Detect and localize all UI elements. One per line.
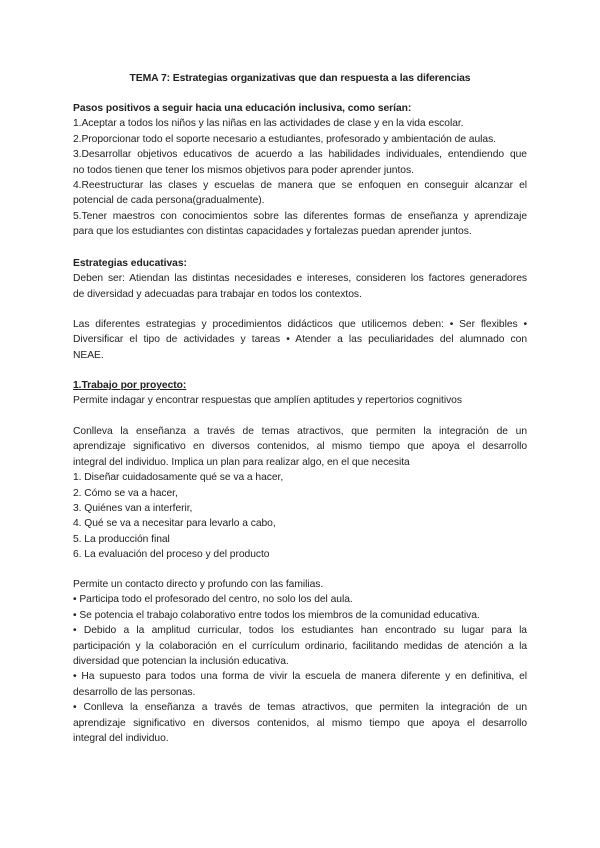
paragraph-line: integral del individuo.: [73, 733, 169, 745]
paragraph-line: 2.Proporcionar todo el soporte necesario a estudiantes, profesorado y ambientación de aulas.: [73, 133, 496, 145]
paragraph-line: Diversificar el tipo de actividades y tareas • Atender a las peculiaridades del alumnado con: [73, 334, 527, 346]
paragraph-line: aprendizaje significativo en diversos contenidos, al mismo tiempo que apoya el desarrollo: [73, 441, 527, 453]
list-item: 6. La evaluación del proceso y del producto: [73, 549, 270, 561]
paragraph-line: de diversidad y adecuadas para trabajar en todos los contextos.: [73, 288, 362, 300]
document-title: TEMA 7: Estrategias organizativas que dan respuesta a las diferencias: [129, 73, 471, 84]
list-item: 3. Quiénes van a interferir,: [73, 503, 193, 515]
paragraph-line: 5.Tener maestros con conocimientos sobre las diferentes formas de enseñanza y aprendizaje: [73, 210, 527, 222]
section-trabajo: [73, 378, 527, 409]
section-conlleva: [73, 424, 527, 563]
section-heading: 1.Trabajo por proyecto:: [73, 380, 187, 391]
paragraph-line: NEAE.: [73, 349, 104, 361]
paragraph-line: Conlleva la enseñanza a través de temas atractivos, que permiten la integración de un: [73, 426, 527, 437]
list-item: 4. Qué se va a necesitar para levarlo a cabo,: [73, 518, 276, 530]
list-item: 5. La producción final: [73, 533, 170, 545]
paragraph-line: para que los estudiantes con distintas capacidades y fortalezas puedan aprender juntos.: [73, 226, 472, 238]
paragraph-line: Permite indagar y encontrar respuestas que amplíen aptitudes y repertorios cognitivos: [73, 395, 462, 407]
section-contacto: [73, 577, 527, 746]
paragraph-line: Permite un contacto directo y profundo con las familias.: [73, 579, 324, 590]
paragraph-line: 4.Reestructurar las clases y escuelas de manera que se enfoquen en conseguir alcanzar el: [73, 180, 527, 192]
list-item: • Conlleva la enseñanza a través de temas atractivos, que permiten la integración de un: [73, 702, 527, 714]
list-item: • Debido a la amplitud curricular, todos los estudiantes han encontrado su lugar para la: [73, 625, 527, 637]
paragraph-line: Deben ser: Atiendan las distintas necesidades e intereses, consideren los factores generadores: [73, 273, 527, 285]
paragraph-line: potencial de cada persona(gradualmente).: [73, 195, 265, 207]
section-heading: Pasos positivos a seguir hacia una educación inclusiva, como serían:: [73, 103, 412, 114]
list-item: 2. Cómo se va a hacer,: [73, 487, 178, 499]
paragraph-line: 1.Aceptar a todos los niños y las niñas en las actividades de clase y en la vida escolar.: [73, 118, 464, 130]
list-item: • Se potencia el trabajo colaborativo entre todos los miembros de la comunidad educativa.: [73, 609, 480, 621]
list-item: • Ha supuesto para todos una forma de vivir la escuela de manera diferente y en definitiva, el: [73, 671, 527, 683]
section-estrategias: [73, 256, 527, 302]
paragraph-line: participación y la colaboración en el currículum ordinario, facilitando medidas de atención a la: [73, 640, 527, 652]
section-heading: Estrategias educativas:: [73, 258, 187, 269]
paragraph-line: integral del individuo. Implica un plan para realizar algo, en el que necesita: [73, 456, 410, 468]
paragraph-line: Las diferentes estrategias y procedimientos didácticos que utilicemos deben: • Ser flexibles •: [73, 319, 527, 330]
paragraph-line: 3.Desarrollar objetivos educativos de acuerdo a las habilidades individuales, entendiendo que: [73, 149, 527, 161]
paragraph-line: aprendizaje significativo en diversos contenidos, al mismo tiempo que apoya el desarrollo: [73, 717, 527, 729]
list-item: 1. Diseñar cuidadosamente qué se va a hacer,: [73, 472, 284, 484]
paragraph-line: desarrollo de las personas.: [73, 686, 196, 698]
list-item: • Participa todo el profesorado del centro, no solo los del aula.: [73, 594, 353, 606]
paragraph-line: diversidad que potencian la inclusión educativa.: [73, 656, 289, 668]
section-diferentes: [73, 317, 527, 363]
section-pasos: [73, 101, 527, 240]
paragraph-line: no todos tienen que tener los mismos objetivos para poder aprender juntos.: [73, 164, 414, 176]
